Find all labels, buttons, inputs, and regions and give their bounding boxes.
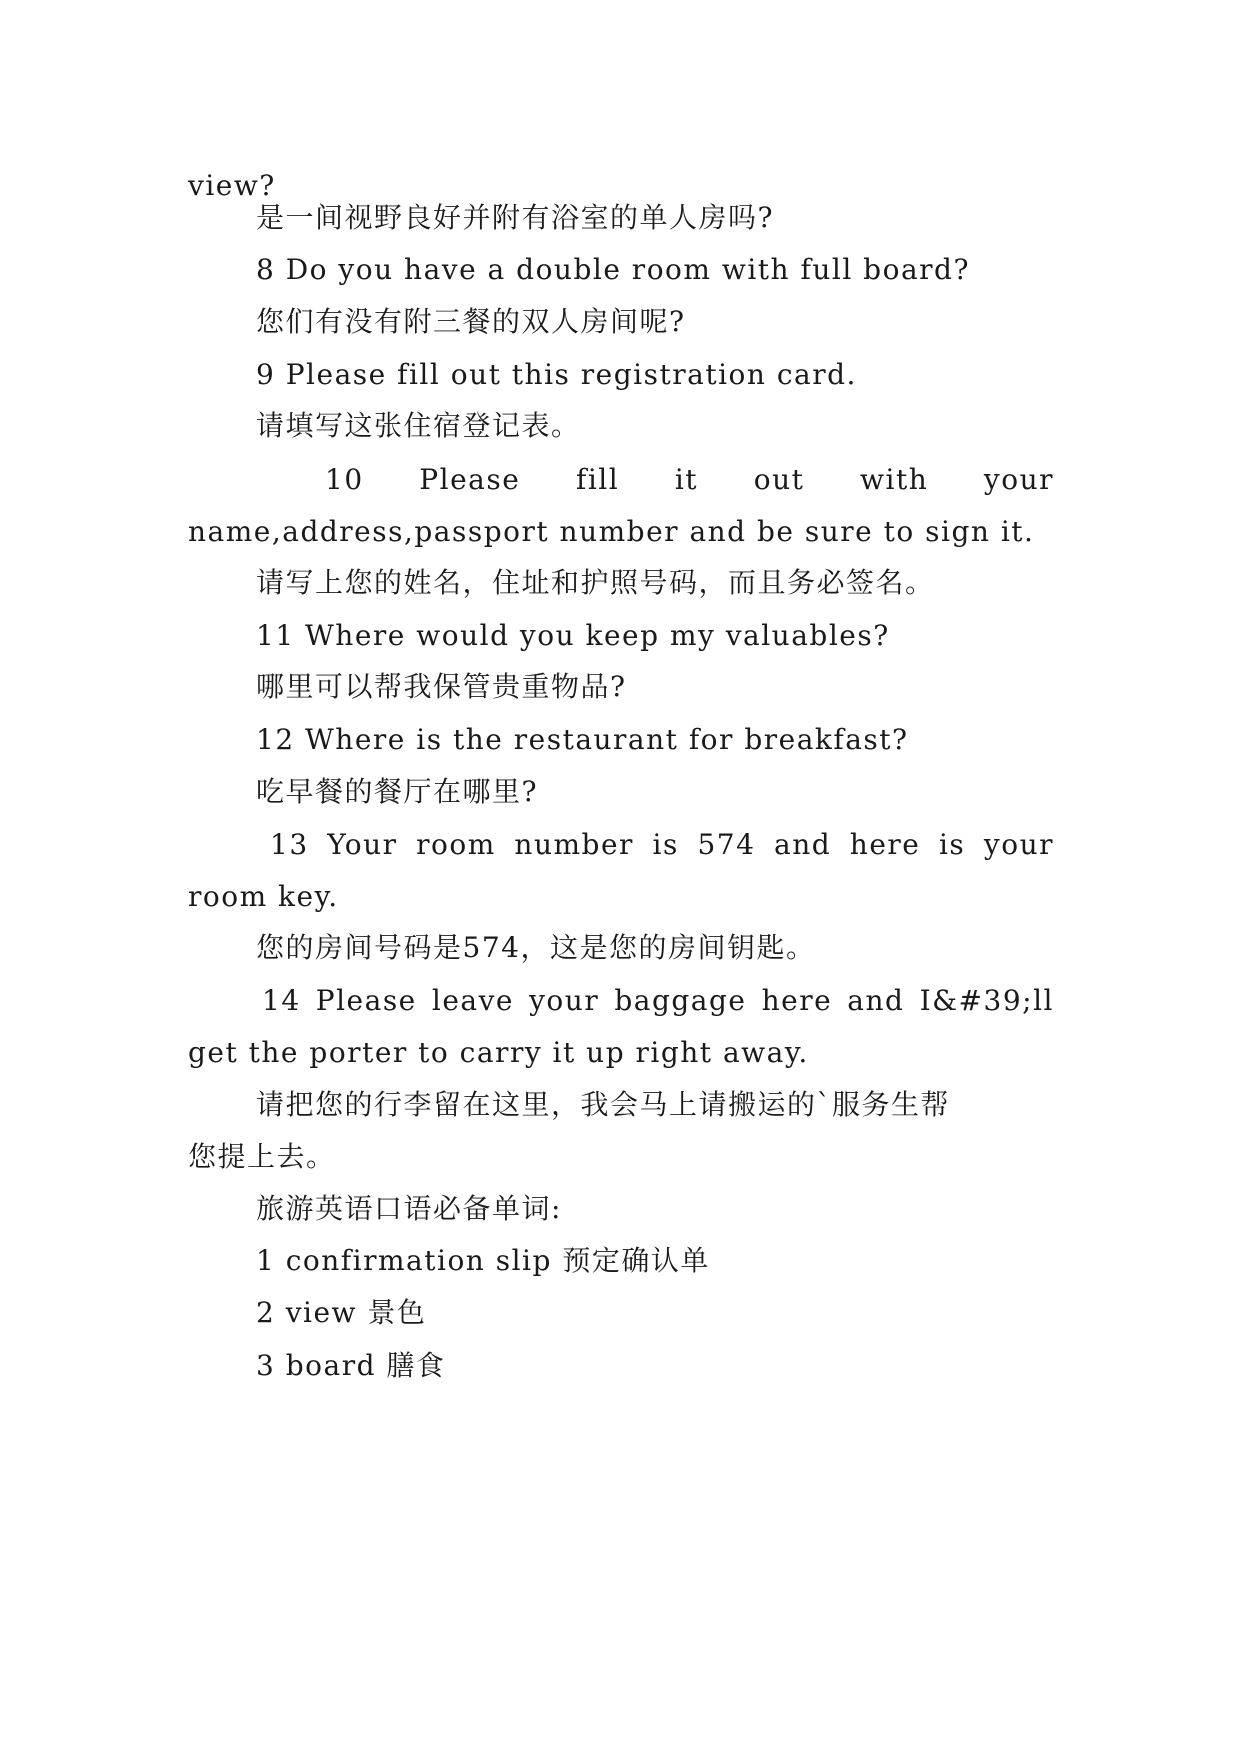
text-line: name,address,passport number and be sure to sign it. (188, 515, 1035, 548)
text-line: 哪里可以帮我保管贵重物品? (256, 670, 627, 703)
text-line: 请写上您的姓名，住址和护照号码，而且务必签名。 (256, 566, 935, 599)
text-line: 您提上去。 (188, 1140, 336, 1173)
text-line: 3 board 膳食 (256, 1349, 446, 1382)
text-line: 13 Your room number is 574 and here is your (270, 828, 1054, 861)
text-line: room key. (188, 880, 339, 913)
text-line: 8 Do you have a double room with full board? (256, 253, 970, 286)
text-line: 1 confirmation slip 预定确认单 (256, 1244, 710, 1277)
text-line: 请填写这张住宿登记表。 (256, 409, 581, 442)
text-line: 请把您的行李留在这里，我会马上请搬运的`服务生帮 (256, 1088, 951, 1121)
text-line: 您们有没有附三餐的双人房间呢? (256, 305, 686, 338)
text-line: 是一间视野良好并附有浴室的单人房吗? (256, 201, 775, 234)
text-line: 旅游英语口语必备单词: (256, 1192, 562, 1225)
text-line: 10 Please fill it out with your (325, 463, 1054, 496)
text-line: 9 Please fill out this registration card. (256, 358, 857, 391)
text-line: 2 view 景色 (256, 1296, 427, 1329)
text-line: 14 Please leave your baggage here and I&#39;ll (262, 984, 1054, 1017)
text-line: 11 Where would you keep my valuables? (256, 619, 890, 652)
text-line: 12 Where is the restaurant for breakfast? (256, 723, 909, 756)
text-line: 您的房间号码是574，这是您的房间钥匙。 (256, 931, 816, 964)
text-line: view? (188, 169, 276, 202)
text-line: 吃早餐的餐厅在哪里? (256, 775, 539, 808)
text-line: get the porter to carry it up right away. (188, 1036, 809, 1069)
